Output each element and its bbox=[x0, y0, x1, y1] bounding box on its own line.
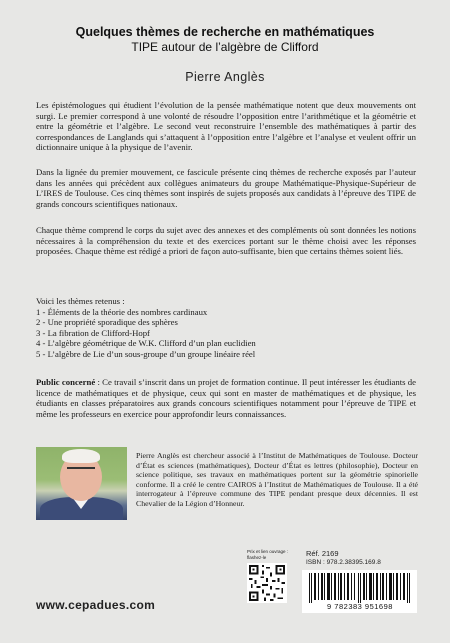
paragraph-structure: Chaque thème comprend le corps du sujet avec des annexes et des compléments où sont données les notions nécessaires à la compréhension du texte et des exercices portant sur le thème choisi avec les réponses proposées. Chaque thème est rédigé a priori de façon auto-suffisante, bien que certains thèmes soient liés. bbox=[36, 225, 416, 257]
paragraph-intro: Les épistémologues qui étudient l’évolution de la pensée mathématique notent que deux mouvements ont surgi. Le premier correspond à une volonté de résoudre l’opposition entre l’arithmétique et la géométrie et entre la géométrie et l’algèbre. Le second veut reconstruire l’ensemble des mathématiques à partir des correspondances de Langlands qui s’attaquent à l’opposition entre l’algèbre et l’analyse et veulent offrir un dictionnaire unique à la physique de l’avenir. bbox=[36, 100, 416, 153]
book-title: Quelques thèmes de recherche en mathématiques bbox=[75, 25, 375, 39]
themes-intro: Voici les thèmes retenus : bbox=[36, 296, 125, 306]
barcode-bars bbox=[309, 573, 412, 603]
qr-caption-line: Prix et lien ouvrage : bbox=[247, 549, 289, 554]
publisher-website[interactable]: www.cepadues.com bbox=[36, 598, 156, 612]
theme-item: 1 - Éléments de la théorie des nombres cardinaux bbox=[36, 306, 208, 317]
qr-code[interactable] bbox=[247, 563, 287, 603]
author-photo bbox=[36, 447, 127, 520]
themes-section bbox=[36, 296, 416, 360]
reference-number: Réf. 2169 bbox=[306, 549, 339, 558]
qr-caption-line: flashez-le bbox=[247, 554, 267, 560]
theme-item: 5 - L’algèbre de Lie d’un sous-groupe d’un groupe linéaire réel bbox=[36, 348, 256, 359]
qr-caption bbox=[247, 549, 288, 560]
theme-item: 4 - L’algèbre géométrique de W.K. Clifford d’un plan euclidien bbox=[36, 338, 256, 349]
public-text: : Ce travail s’inscrit dans un projet de formation continue. Il peut intéresser les étudiants de licence de mathématiques et de physique, ceux qui sont en master de mathématiques et de physique, les étudiants en classes préparatoires aux grands concours scientifiques notamment pour l’épreuve de TIPE et même les professeurs en exercice pour approfondir leurs connaissances. bbox=[36, 377, 416, 419]
paragraph-context: Dans la lignée du premier mouvement, ce fascicule présente cinq thèmes de recherche exposés par l’auteur dans les années qui précèdent aux collègues animateurs du groupe Mathématique-Physique-Supérieur de L’IRES de Toulouse. Ces cinq thèmes sont inspirés de sujets proposés aux candidats à l’épreuve des TIPE de grands concours scientifiques nationaux. bbox=[36, 167, 416, 209]
book-subtitle: TIPE autour de l’algèbre de Clifford bbox=[131, 40, 319, 54]
public-label: Public concerné bbox=[36, 377, 96, 387]
author-bio: Pierre Anglès est chercheur associé à l’Institut de Mathématiques de Toulouse. Docteur d’État es sciences (mathématiques), Docteur d’État es lettres (philosophie), Docteur en science politique, ses travaux en mathématiques portent sur la géométrie spinorielle conforme. Il a créé le centre CAIROS à l’Institut de Mathématiques de Toulouse. Il a été interrogateur à l’épreuve commune des TIPE pendant presque deux décennies. Il est Chevalier de la Légion d’Honneur. bbox=[136, 451, 418, 508]
theme-item: 2 - Une propriété sporadique des sphères bbox=[36, 317, 178, 328]
barcode bbox=[302, 570, 417, 613]
public-section bbox=[36, 377, 416, 419]
isbn: ISBN : 978.2.38395.169.8 bbox=[306, 559, 381, 566]
barcode-number: 9 782383 951698 bbox=[327, 602, 393, 611]
themes-list bbox=[36, 307, 416, 360]
author-name: Pierre Anglès bbox=[185, 70, 265, 84]
theme-item: 3 - La fibration de Clifford-Hopf bbox=[36, 327, 150, 338]
